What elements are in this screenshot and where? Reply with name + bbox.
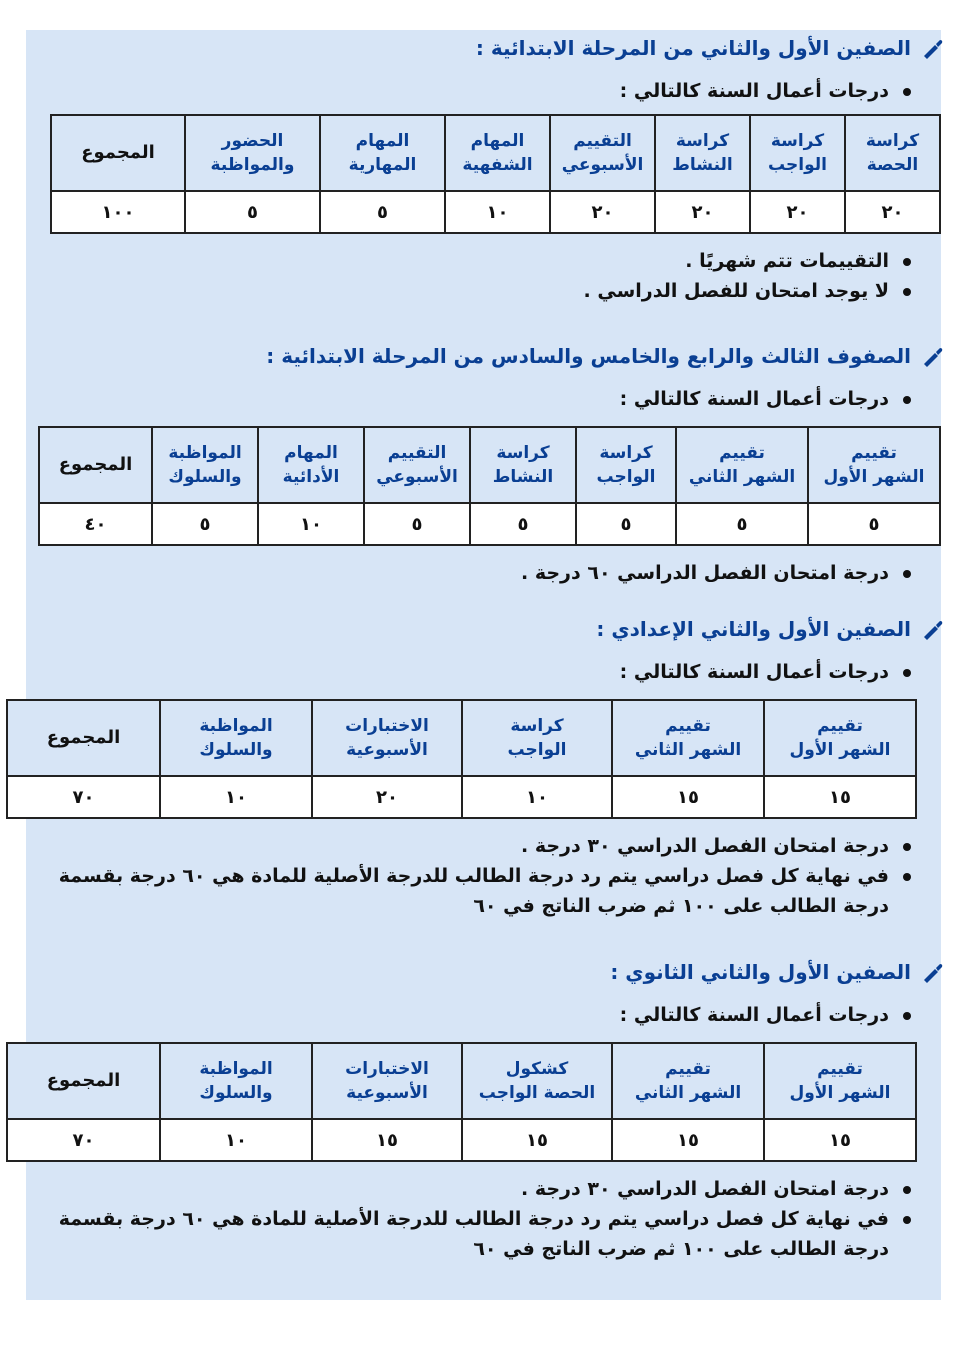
header-cell: التقييم الأسبوعي — [364, 427, 470, 503]
bullet-dot — [903, 873, 911, 881]
note-bullet: درجة امتحان الفصل الدراسي ٦٠ درجة . — [26, 558, 915, 588]
note-bullet: لا يوجد امتحان للفصل الدراسي . — [26, 276, 915, 306]
bullet-dot — [903, 396, 911, 404]
value-cell: ٥ — [320, 191, 445, 233]
document-page — [26, 30, 941, 1300]
header-cell: المهام الأدائية — [258, 427, 364, 503]
value-cell: ٢٠ — [655, 191, 750, 233]
header-total-cell: المجموع — [51, 115, 185, 191]
value-cell: ٢٠ — [312, 776, 462, 818]
bullet-dot — [903, 88, 911, 96]
value-cell: ٥ — [364, 503, 470, 545]
header-cell: الحضور والمواظبة — [185, 115, 320, 191]
section-heading: الصفين الأول والثاني الثانوي : — [26, 956, 915, 988]
section-preparatory-1-2 — [26, 613, 915, 921]
header-cell: كراسة الواجب — [576, 427, 676, 503]
value-cell: ٥ — [152, 503, 258, 545]
pen-nib-icon — [921, 617, 945, 641]
note-bullet: درجة امتحان الفصل الدراسي ٣٠ درجة . — [26, 1174, 915, 1204]
header-cell: كشكول الحصة الواجب — [462, 1043, 612, 1119]
bullet-dot — [903, 1186, 911, 1194]
grades-table — [6, 699, 917, 819]
value-cell: ١٠ — [160, 776, 312, 818]
value-cell: ٥ — [808, 503, 940, 545]
value-cell: ١٥ — [612, 1119, 764, 1161]
header-cell: كراسة النشاط — [655, 115, 750, 191]
header-total-cell: المجموع — [7, 1043, 160, 1119]
value-cell: ١٥ — [764, 776, 916, 818]
table-header-row — [51, 115, 940, 191]
value-cell: ١٥ — [612, 776, 764, 818]
header-cell: المهام المهارية — [320, 115, 445, 191]
value-cell: ٥ — [676, 503, 808, 545]
header-cell: المواظبة والسلوك — [160, 1043, 312, 1119]
section-primary-3-6 — [26, 340, 925, 588]
table-values-row — [7, 1119, 916, 1161]
value-total-cell: ٧٠ — [7, 776, 160, 818]
value-cell: ٢٠ — [550, 191, 655, 233]
bullet-dot — [903, 1216, 911, 1224]
header-total-cell: المجموع — [39, 427, 152, 503]
header-cell: الاختبارات الأسبوعية — [312, 700, 462, 776]
header-cell: المواظبة والسلوك — [152, 427, 258, 503]
value-total-cell: ٧٠ — [7, 1119, 160, 1161]
section-heading: الصفين الأول والثاني الإعدادي : — [26, 613, 915, 645]
note-bullet: في نهاية كل فصل دراسي يتم رد درجة الطالب للدرجة الأصلية للمادة هي ٦٠ درجة بقسمة درجة الطالب على ١٠٠ ثم ضرب الناتج في ٦٠ — [49, 1204, 915, 1264]
value-cell: ١٠ — [258, 503, 364, 545]
grades-table — [6, 1042, 917, 1162]
table-values-row — [39, 503, 940, 545]
header-cell: تقييم الشهر الثاني — [612, 1043, 764, 1119]
bullet-dot — [903, 570, 911, 578]
header-cell: كراسة الحصة — [845, 115, 940, 191]
header-cell: تقييم الشهر الثاني — [612, 700, 764, 776]
bullet-dot — [903, 669, 911, 677]
header-cell: كراسة الواجب — [462, 700, 612, 776]
intro-bullet: درجات أعمال السنة كالتالي : — [26, 1000, 915, 1030]
header-total-cell: المجموع — [7, 700, 160, 776]
pen-nib-icon — [921, 344, 945, 368]
header-cell: تقييم الشهر الثاني — [676, 427, 808, 503]
intro-bullet: درجات أعمال السنة كالتالي : — [26, 384, 915, 414]
header-cell: المواظبة والسلوك — [160, 700, 312, 776]
header-cell: كراسة الواجب — [750, 115, 845, 191]
header-cell: الاختبارات الأسبوعية — [312, 1043, 462, 1119]
table-header-row — [39, 427, 940, 503]
pen-nib-icon — [921, 36, 945, 60]
pen-nib-icon — [921, 960, 945, 984]
intro-bullet: درجات أعمال السنة كالتالي : — [26, 657, 915, 687]
bullet-dot — [903, 843, 911, 851]
header-cell: تقييم الشهر الأول — [808, 427, 940, 503]
header-cell: تقييم الشهر الأول — [764, 1043, 916, 1119]
value-cell: ٥ — [470, 503, 576, 545]
note-bullet: في نهاية كل فصل دراسي يتم رد درجة الطالب للدرجة الأصلية للمادة هي ٦٠ درجة بقسمة درجة الطالب على ١٠٠ ثم ضرب الناتج في ٦٠ — [49, 861, 915, 921]
section-heading: الصفين الأول والثاني من المرحلة الابتدائية : — [26, 32, 915, 64]
table-header-row — [7, 700, 916, 776]
table-values-row — [51, 191, 940, 233]
table-values-row — [7, 776, 916, 818]
grades-table — [50, 114, 941, 234]
bullet-dot — [903, 1012, 911, 1020]
bullet-dot — [903, 288, 911, 296]
value-total-cell: ١٠٠ — [51, 191, 185, 233]
section-secondary-1-2 — [26, 956, 915, 1264]
value-cell: ٢٠ — [845, 191, 940, 233]
value-cell: ١٠ — [462, 776, 612, 818]
header-cell: التقييم الأسبوعي — [550, 115, 655, 191]
note-bullet: التقييمات تتم شهريًا . — [26, 246, 915, 276]
header-cell: المهام الشفهية — [445, 115, 550, 191]
value-cell: ١٠ — [160, 1119, 312, 1161]
section-primary-1-2 — [26, 32, 920, 306]
value-total-cell: ٤٠ — [39, 503, 152, 545]
grades-table — [38, 426, 941, 546]
value-cell: ٥ — [185, 191, 320, 233]
table-header-row — [7, 1043, 916, 1119]
header-cell: كراسة النشاط — [470, 427, 576, 503]
value-cell: ١٥ — [462, 1119, 612, 1161]
bullet-dot — [903, 258, 911, 266]
note-bullet: درجة امتحان الفصل الدراسي ٣٠ درجة . — [26, 831, 915, 861]
value-cell: ٢٠ — [750, 191, 845, 233]
value-cell: ١٥ — [764, 1119, 916, 1161]
value-cell: ١٠ — [445, 191, 550, 233]
intro-bullet: درجات أعمال السنة كالتالي : — [26, 76, 915, 106]
value-cell: ١٥ — [312, 1119, 462, 1161]
section-heading: الصفوف الثالث والرابع والخامس والسادس من المرحلة الابتدائية : — [26, 340, 915, 372]
value-cell: ٥ — [576, 503, 676, 545]
header-cell: تقييم الشهر الأول — [764, 700, 916, 776]
